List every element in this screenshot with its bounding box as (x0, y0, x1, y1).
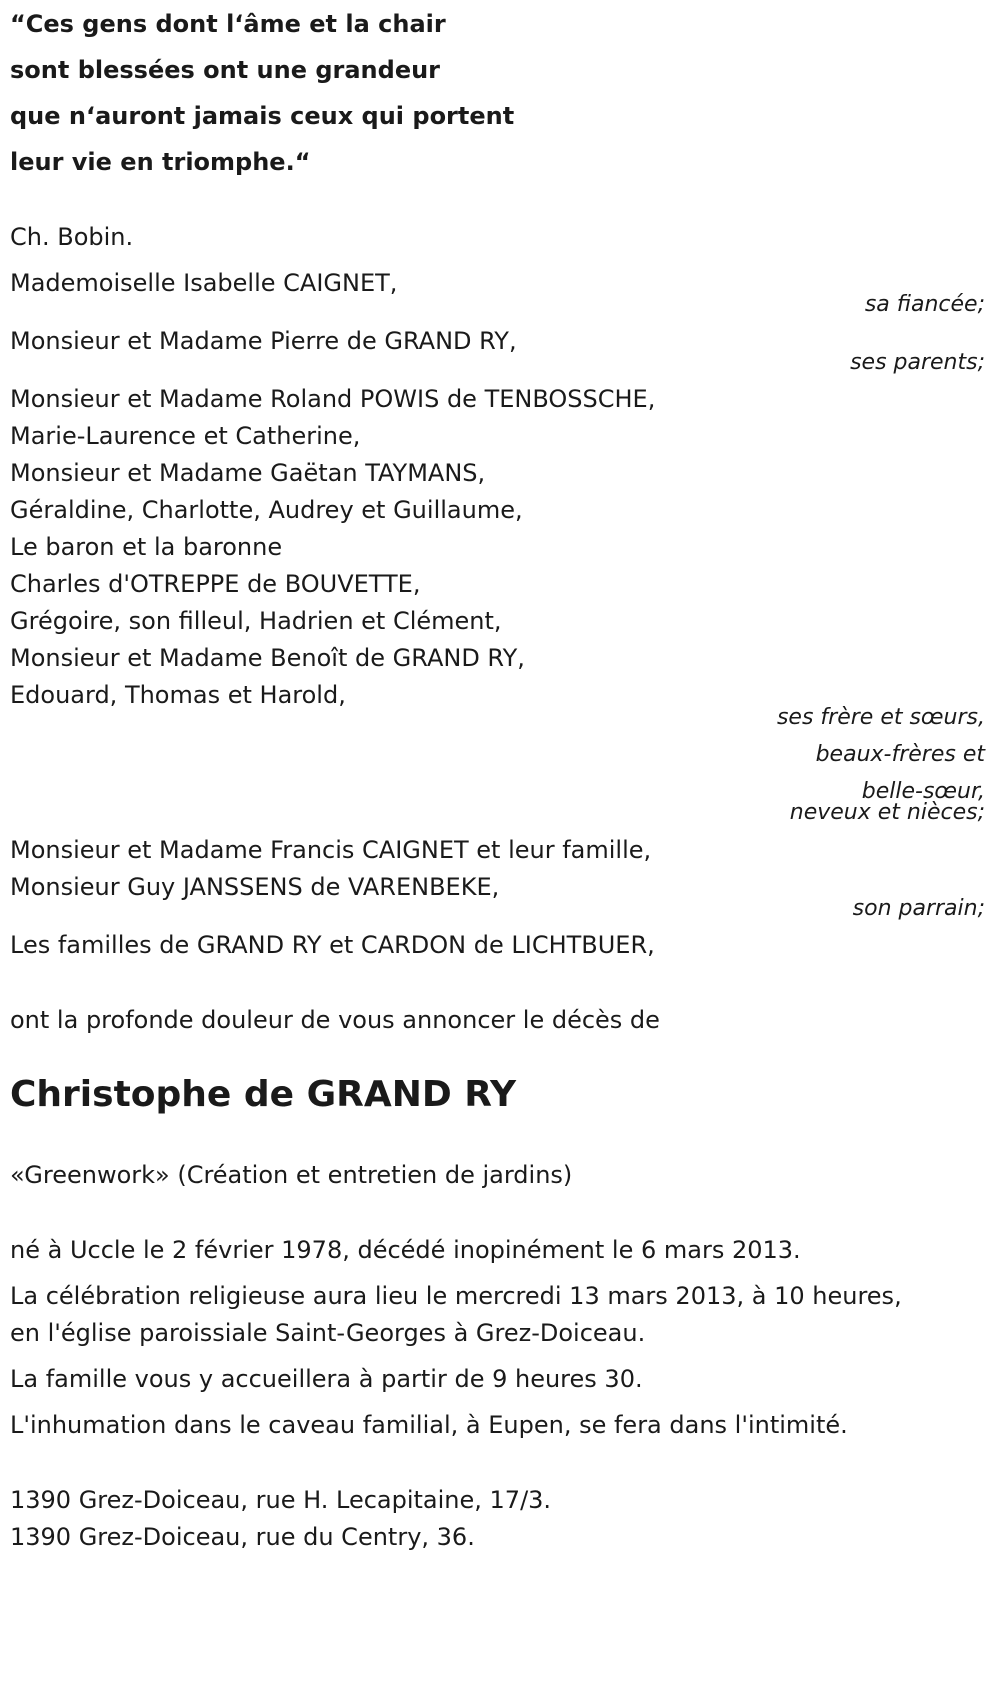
fiancee-role: sa fiancée; (864, 292, 985, 317)
families-line: Les familles de GRAND RY et CARDON de LICHTBUER, (10, 931, 655, 959)
siblings-line-1: Monsieur et Madame Roland POWIS de TENBOSSCHE, (10, 385, 656, 413)
siblings-line-9: Edouard, Thomas et Harold, (10, 681, 346, 709)
caignet-line: Monsieur et Madame Francis CAIGNET et leur famille, (10, 836, 652, 864)
occupation: «Greenwork» (Création et entretien de jardins) (10, 1161, 573, 1189)
siblings-line-3: Monsieur et Madame Gaëtan TAYMANS, (10, 459, 486, 487)
siblings-role-1: ses frère et sœurs, (776, 705, 985, 730)
quote-author: Ch. Bobin. (10, 223, 134, 251)
siblings-role-2: beaux-frères et (815, 742, 985, 767)
ceremony-line-1: La célébration religieuse aura lieu le mercredi 13 mars 2013, à 10 heures, (10, 1282, 902, 1310)
welcome-line: La famille vous y accueillera à partir de 9 heures 30. (10, 1365, 643, 1393)
siblings-line-6: Charles d'OTREPPE de BOUVETTE, (10, 570, 421, 598)
quote-line-2: sont blessées ont une grandeur (10, 56, 441, 84)
siblings-line-5: Le baron et la baronne (10, 533, 283, 561)
siblings-line-7: Grégoire, son filleul, Hadrien et Clément, (10, 607, 502, 635)
parents-role: ses parents; (850, 350, 985, 375)
quote-line-1: “Ces gens dont l‘âme et la chair (10, 10, 446, 38)
godfather-line: Monsieur Guy JANSSENS de VARENBEKE, (10, 873, 500, 901)
address-1: 1390 Grez-Doiceau, rue H. Lecapitaine, 17/3. (10, 1486, 552, 1514)
quote-line-4: leur vie en triomphe.“ (10, 148, 311, 176)
announcement-intro: ont la profonde douleur de vous annoncer le décès de (10, 1006, 660, 1034)
ceremony-line-2: en l'église paroissiale Saint-Georges à Grez-Doiceau. (10, 1319, 646, 1347)
deceased-name: Christophe de GRAND RY (10, 1074, 517, 1115)
parents-line: Monsieur et Madame Pierre de GRAND RY, (10, 327, 517, 355)
fiancee-line: Mademoiselle Isabelle CAIGNET, (10, 269, 398, 297)
siblings-line-8: Monsieur et Madame Benoît de GRAND RY, (10, 644, 525, 672)
quote-line-3: que n‘auront jamais ceux qui portent (10, 102, 515, 130)
siblings-line-4: Géraldine, Charlotte, Audrey et Guillaume, (10, 496, 523, 524)
siblings-line-2: Marie-Laurence et Catherine, (10, 422, 361, 450)
siblings-role-3: belle-sœur, (861, 779, 985, 804)
godfather-role: son parrain; (852, 896, 985, 921)
birth-death: né à Uccle le 2 février 1978, décédé inopinément le 6 mars 2013. (10, 1236, 801, 1264)
siblings-role-4: neveux et nièces; (789, 800, 985, 825)
burial-line: L'inhumation dans le caveau familial, à Eupen, se fera dans l'intimité. (10, 1411, 848, 1439)
address-2: 1390 Grez-Doiceau, rue du Centry, 36. (10, 1523, 475, 1551)
